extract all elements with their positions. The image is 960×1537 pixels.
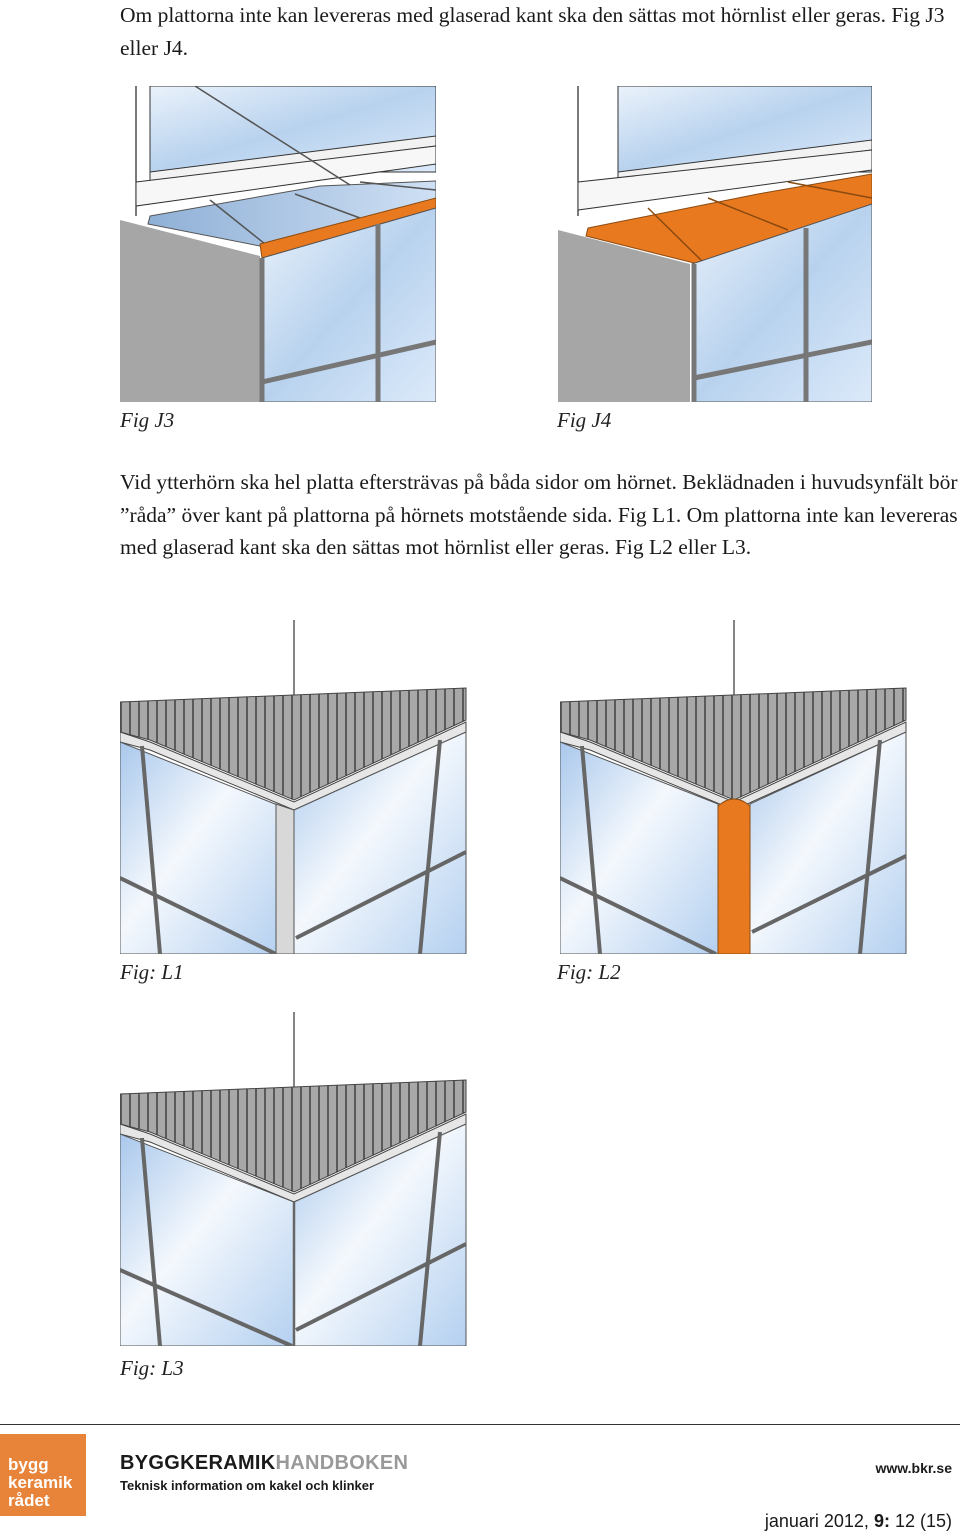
figure-l3 <box>120 1012 468 1346</box>
figure-j4 <box>558 86 872 402</box>
brand-part-1: BYGGKERAMIK <box>120 1452 276 1474</box>
caption-j4: Fig J4 <box>557 408 612 432</box>
figure-l2 <box>560 620 908 954</box>
date-prefix: januari 2012, <box>764 1511 874 1531</box>
logo-line-2: keramik <box>8 1473 73 1492</box>
handbook-tagline: Teknisk information om kakel och klinker <box>120 1478 375 1493</box>
body-paragraph: Vid ytterhörn ska hel platta eftersträvas på båda sidor om hörnet. Beklädnaden i huvudsynfält bör ”råda” över kant på plattorna på hörnets motstående sida. Fig L1. Om plattorna inte kan levereras med glaserad kant ska den sättas mot hörnlist eller geras. Fig L2 eller L3. <box>120 470 958 559</box>
page-date <box>765 1511 952 1532</box>
footer-divider <box>0 1424 960 1425</box>
logo-line-3: rådet <box>8 1491 50 1510</box>
page-number: 12 (15) <box>889 1511 952 1531</box>
caption-l1: Fig: L1 <box>120 960 184 984</box>
bkr-logo <box>0 1434 86 1516</box>
brand-part-2: HANDBOKEN <box>275 1452 409 1474</box>
website-link[interactable]: www.bkr.se <box>875 1460 952 1476</box>
caption-j3: Fig J3 <box>120 408 175 432</box>
caption-l2: Fig: L2 <box>557 960 621 984</box>
figure-l1 <box>120 620 468 954</box>
intro-paragraph: Om plattorna inte kan levereras med glaserad kant ska den sättas mot hörnlist eller geras. Fig J3 eller J4. <box>120 3 945 60</box>
handbook-brand <box>120 1452 408 1475</box>
caption-l3: Fig: L3 <box>120 1356 184 1380</box>
logo-line-1: bygg <box>8 1455 49 1474</box>
figure-j3 <box>120 86 436 402</box>
date-issue: 9: <box>873 1511 890 1531</box>
